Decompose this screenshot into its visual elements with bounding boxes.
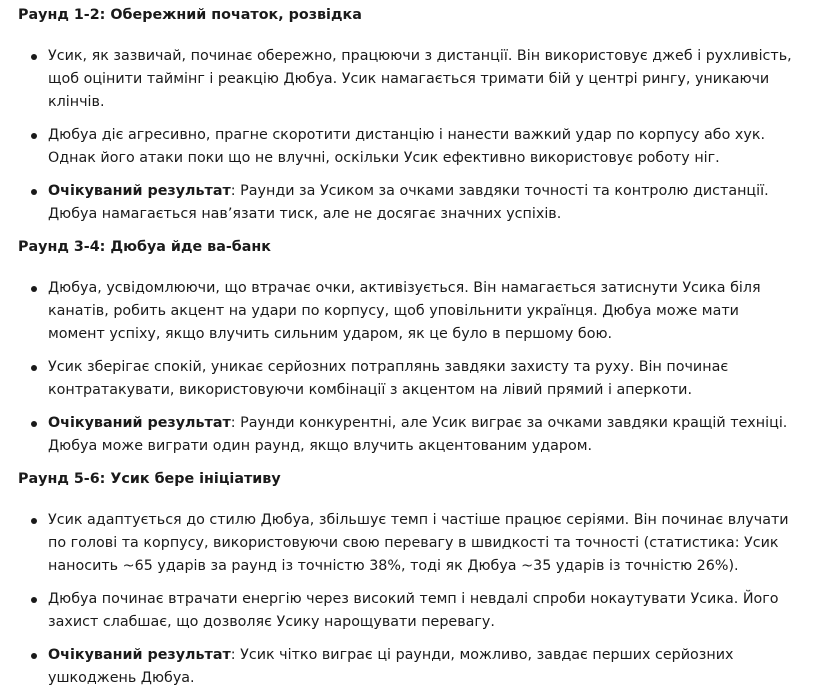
section-heading: Раунд 3-4: Дюбуа йде ва-банк [18,239,272,255]
bullet-list [18,509,815,690]
list-item: Усик, як зазвичай, починає обережно, працюючи з дистанції. Він використовує джеб і рухливість, щоб оцінити таймінг і реакцію Дюбуа. Усик намагається тримати бій у центрі рингу, уникаючи клінчів. [18,45,793,114]
result-text: : Раунди конкурентні, але Усик виграє за очками завдяки кращій техніці. Дюбуа може виграти один раунд, якщо влучить акцентованим ударом. [48,415,788,454]
list-item: Дюбуа, усвідомлюючи, що втрачає очки, активізується. Він намагається затиснути Усика біля канатів, робить акцент на удари по корпусу, щоб уповільнити українця. Дюбуа може мати момент успіху, якщо влучить сильним ударом, як це було в першому бою. [18,277,793,346]
result-label: Очікуваний результат [48,415,231,431]
list-item: Дюбуа діє агресивно, прагне скоротити дистанцію і нанести важкий удар по корпусу або хук. Однак його атаки поки що не влучні, оскільки Усик ефективно використовує роботу ніг. [18,124,793,170]
result-label: Очікуваний результат [48,647,231,663]
result-text: : Раунди за Усиком за очками завдяки точності та контролю дистанції. Дюбуа намагається нав’язати тиск, але не досягає значних успіхів. [48,183,769,222]
list-item-result [18,412,793,458]
result-label: Очікуваний результат [48,183,231,199]
section-heading: Раунд 1-2: Обережний початок, розвідка [18,7,362,23]
section-round-5-6 [18,468,815,690]
bullet-list [18,277,815,458]
list-item: Усик адаптується до стилю Дюбуа, збільшує темп і частіше працює серіями. Він починає влучати по голові та корпусу, використовуючи свою перевагу в швидкості та точності (статистика: Усик наносить ~65 ударів за раунд із точністю 38%, тоді як Дюбуа ~35 ударів із точністю 26%). [18,509,793,578]
section-round-1-2 [18,4,815,226]
section-round-3-4 [18,236,815,458]
bullet-list [18,45,815,226]
list-item: Усик зберігає спокій, уникає серйозних потраплянь завдяки захисту та руху. Він починає контратакувати, використовуючи комбінації з акцентом на лівий прямий і аперкоти. [18,356,793,402]
section-heading: Раунд 5-6: Усик бере ініціативу [18,471,281,487]
list-item-result [18,180,793,226]
list-item-result [18,644,793,690]
result-text: : Усик чітко виграє ці раунди, можливо, завдає перших серйозних ушкоджень Дюбуа. [48,647,734,686]
list-item: Дюбуа починає втрачати енергію через високий темп і невдалі спроби нокаутувати Усика. Його захист слабшає, що дозволяє Усику нарощувати перевагу. [18,588,793,634]
